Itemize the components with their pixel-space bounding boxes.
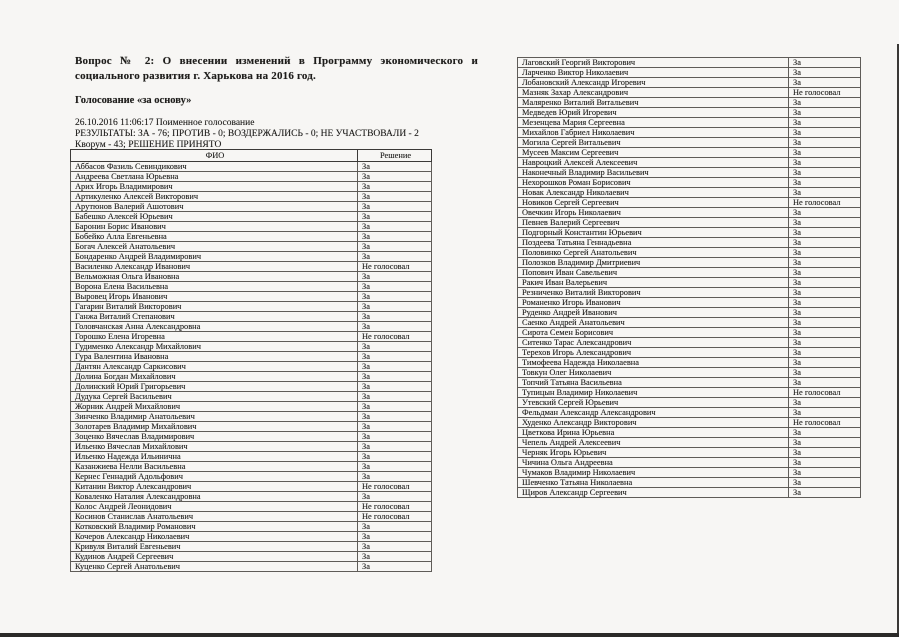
voter-decision: За <box>789 338 861 348</box>
voter-decision: За <box>789 148 861 158</box>
voter-decision: За <box>789 478 861 488</box>
voter-decision: За <box>789 378 861 388</box>
voter-row <box>71 472 432 482</box>
voter-name: Чепель Андрей Алексеевич <box>518 438 789 448</box>
voter-decision: Не голосовал <box>789 388 861 398</box>
voter-row <box>518 118 861 128</box>
voter-row <box>71 502 432 512</box>
voter-row <box>518 108 861 118</box>
voter-decision: За <box>358 492 432 502</box>
voter-decision: За <box>358 442 432 452</box>
voter-name: Терехов Игорь Александрович <box>518 348 789 358</box>
voter-row <box>71 182 432 192</box>
voter-decision: За <box>358 282 432 292</box>
voter-name: Михайлов Габриел Николаевич <box>518 128 789 138</box>
voter-name: Ильенко Надежда Ильинична <box>71 452 358 462</box>
voter-decision: Не голосовал <box>789 88 861 98</box>
voter-name: Колос Андрей Леонидович <box>71 502 358 512</box>
voter-row <box>71 372 432 382</box>
voter-name: Баронин Борис Иванович <box>71 222 358 232</box>
voter-name: Щиров Александр Сергеевич <box>518 488 789 498</box>
voter-name: Худенко Александр Викторович <box>518 418 789 428</box>
voter-name: Кудинов Андрей Сергеевич <box>71 552 358 562</box>
voter-decision: За <box>789 428 861 438</box>
voter-row <box>518 418 861 428</box>
voter-decision: За <box>358 392 432 402</box>
voter-name: Долинский Юрий Григорьевич <box>71 382 358 392</box>
voter-decision: За <box>789 288 861 298</box>
voter-name: Ракич Иван Валерьевич <box>518 278 789 288</box>
voter-name: Мазняк Захар Александрович <box>518 88 789 98</box>
voter-row <box>71 332 432 342</box>
voter-decision: За <box>358 342 432 352</box>
voter-decision: Не голосовал <box>358 262 432 272</box>
voter-row <box>71 302 432 312</box>
voter-row <box>518 178 861 188</box>
voter-row <box>71 442 432 452</box>
voter-decision: За <box>358 552 432 562</box>
voter-name: Маляренко Виталий Витальевич <box>518 98 789 108</box>
voter-decision: За <box>789 78 861 88</box>
voter-decision: За <box>358 532 432 542</box>
voter-decision: За <box>358 232 432 242</box>
voter-decision: За <box>358 202 432 212</box>
voter-decision: За <box>358 452 432 462</box>
voter-decision: За <box>358 272 432 282</box>
quorum-line: Кворум - 43; РЕШЕНИЕ ПРИНЯТО <box>75 139 222 150</box>
voter-name: Кривуля Виталий Евгеньевич <box>71 542 358 552</box>
voter-name: Гура Валентина Ивановна <box>71 352 358 362</box>
session-datetime-line: 26.10.2016 11:06:17 Поименное голосование <box>75 117 255 128</box>
voter-name: Руденко Андрей Иванович <box>518 308 789 318</box>
voter-name: Лаговский Георгий Викторович <box>518 58 789 68</box>
vote-stage-label: Голосование «за основу» <box>75 94 192 106</box>
voter-name: Утевский Сергей Юрьевич <box>518 398 789 408</box>
voter-name: Артикуленко Алексей Викторович <box>71 192 358 202</box>
voter-name: Дантян Александр Саркисович <box>71 362 358 372</box>
voter-row <box>518 218 861 228</box>
voter-name: Резниченко Виталий Викторович <box>518 288 789 298</box>
voter-name: Арих Игорь Владимирович <box>71 182 358 192</box>
voter-row <box>71 172 432 182</box>
voter-row <box>518 68 861 78</box>
voter-decision: За <box>789 398 861 408</box>
voter-name: Половинко Сергей Анатольевич <box>518 248 789 258</box>
voter-name: Товкун Олег Николаевич <box>518 368 789 378</box>
voter-name: Гагарин Виталий Викторович <box>71 302 358 312</box>
voter-name: Котковский Владимир Романович <box>71 522 358 532</box>
voter-row <box>518 298 861 308</box>
voter-name: Косинов Станислав Анатольевич <box>71 512 358 522</box>
voter-decision: За <box>789 458 861 468</box>
voter-name: Головчанская Анна Александровна <box>71 322 358 332</box>
voter-name: Бобейко Алла Евгеньевна <box>71 232 358 242</box>
voter-row <box>518 248 861 258</box>
voter-decision: За <box>789 468 861 478</box>
voter-name: Певнев Валерий Сергеевич <box>518 218 789 228</box>
voter-row <box>518 58 861 68</box>
voter-row <box>71 392 432 402</box>
voter-row <box>518 268 861 278</box>
voter-row <box>518 378 861 388</box>
column-header-name: ФИО <box>71 150 358 162</box>
voter-decision: За <box>789 268 861 278</box>
voter-decision: За <box>789 238 861 248</box>
voter-name: Сирота Семен Борисович <box>518 328 789 338</box>
voter-decision: За <box>789 308 861 318</box>
voter-row <box>71 352 432 362</box>
voter-name: Новак Александр Николаевич <box>518 188 789 198</box>
voter-row <box>518 308 861 318</box>
voter-decision: За <box>789 358 861 368</box>
voter-name: Поздеева Татьяна Геннадьевна <box>518 238 789 248</box>
voter-decision: За <box>358 562 432 572</box>
voter-name: Дудука Сергей Васильевич <box>71 392 358 402</box>
voter-decision: За <box>789 158 861 168</box>
voter-name: Новиков Сергей Сергеевич <box>518 198 789 208</box>
voter-row <box>518 318 861 328</box>
voter-row <box>518 158 861 168</box>
voter-decision: За <box>789 488 861 498</box>
voter-row <box>71 212 432 222</box>
voter-row <box>71 232 432 242</box>
voter-name: Саенко Андрей Анатольевич <box>518 318 789 328</box>
voter-decision: За <box>789 108 861 118</box>
voter-row <box>71 252 432 262</box>
voter-decision: За <box>358 312 432 322</box>
voter-row <box>71 462 432 472</box>
question-title: Вопрос № 2: О внесении изменений в Программу экономического и социального развития г. Харькова на 2016 год. <box>75 55 478 82</box>
voter-decision: За <box>789 168 861 178</box>
voter-decision: За <box>358 182 432 192</box>
voter-decision: Не голосовал <box>358 512 432 522</box>
voter-decision: За <box>789 218 861 228</box>
voter-name: Кернес Геннадий Адольфович <box>71 472 358 482</box>
voter-decision: За <box>358 172 432 182</box>
voter-row <box>71 202 432 212</box>
voter-name: Цветкова Ирина Юрьевна <box>518 428 789 438</box>
voter-decision: За <box>358 542 432 552</box>
voter-name: Мусеев Максим Сергеевич <box>518 148 789 158</box>
voter-decision: За <box>358 462 432 472</box>
voter-row <box>71 192 432 202</box>
voter-row <box>71 482 432 492</box>
voter-name: Ситенко Тарас Александрович <box>518 338 789 348</box>
voter-row <box>518 328 861 338</box>
voter-decision: За <box>789 68 861 78</box>
voter-name: Нехорошков Роман Борисович <box>518 178 789 188</box>
voter-decision: За <box>789 248 861 258</box>
voter-name: Аббасов Фазиль Севиндикович <box>71 162 358 172</box>
voter-name: Андреева Светлана Юрьевна <box>71 172 358 182</box>
voter-name: Медведев Юрий Игоревич <box>518 108 789 118</box>
voter-row <box>518 408 861 418</box>
voter-row <box>518 228 861 238</box>
voter-decision: За <box>789 328 861 338</box>
voter-decision: За <box>358 382 432 392</box>
voter-decision: Не голосовал <box>789 198 861 208</box>
voter-row <box>71 222 432 232</box>
voter-decision: За <box>789 298 861 308</box>
voter-name: Выровец Игорь Иванович <box>71 292 358 302</box>
voter-row <box>71 162 432 172</box>
voter-decision: За <box>789 208 861 218</box>
voter-name: Жорник Андрей Михайлович <box>71 402 358 412</box>
voter-name: Полозков Владимир Дмитриевич <box>518 258 789 268</box>
voter-decision: За <box>789 228 861 238</box>
vote-meta-block <box>75 118 478 151</box>
voter-row <box>71 342 432 352</box>
voters-table-left <box>70 149 432 572</box>
voter-row <box>71 552 432 562</box>
voter-row <box>518 468 861 478</box>
voter-row <box>518 358 861 368</box>
voter-row <box>518 198 861 208</box>
voter-row <box>518 338 861 348</box>
voter-decision: За <box>358 192 432 202</box>
voter-name: Китанин Виктор Александрович <box>71 482 358 492</box>
voter-decision: За <box>358 322 432 332</box>
voter-decision: За <box>789 98 861 108</box>
voter-row <box>71 362 432 372</box>
voter-decision: За <box>789 438 861 448</box>
voter-row <box>71 452 432 462</box>
voter-decision: За <box>358 302 432 312</box>
voter-row <box>71 542 432 552</box>
voter-name: Шевченко Татьяна Николаевна <box>518 478 789 488</box>
voter-decision: За <box>789 408 861 418</box>
voter-name: Попович Иван Савельевич <box>518 268 789 278</box>
voter-row <box>71 382 432 392</box>
voter-row <box>518 388 861 398</box>
voter-name: Василенко Александр Иванович <box>71 262 358 272</box>
voter-row <box>518 238 861 248</box>
voter-name: Лобановский Александр Игоревич <box>518 78 789 88</box>
voter-decision: За <box>789 278 861 288</box>
voter-name: Чумаков Владимир Николаевич <box>518 468 789 478</box>
voter-decision: За <box>789 138 861 148</box>
voter-name: Ганжа Виталий Степанович <box>71 312 358 322</box>
voter-decision: За <box>358 162 432 172</box>
voter-row <box>518 258 861 268</box>
voter-decision: За <box>358 252 432 262</box>
voter-name: Чичина Ольга Андреевна <box>518 458 789 468</box>
voter-row <box>518 138 861 148</box>
voter-row <box>71 512 432 522</box>
voter-row <box>71 562 432 572</box>
voter-decision: За <box>789 368 861 378</box>
voter-row <box>518 478 861 488</box>
voter-decision: За <box>358 362 432 372</box>
voter-name: Зинченко Владимир Анатольевич <box>71 412 358 422</box>
voter-name: Куценко Сергей Анатольевич <box>71 562 358 572</box>
voter-decision: За <box>358 372 432 382</box>
voter-decision: За <box>789 188 861 198</box>
voter-decision: За <box>358 472 432 482</box>
voter-name: Зоценко Вячеслав Владимирович <box>71 432 358 442</box>
voter-name: Черняк Игорь Юрьевич <box>518 448 789 458</box>
voters-table-right <box>517 57 861 498</box>
voter-row <box>518 188 861 198</box>
voter-decision: За <box>358 352 432 362</box>
voter-decision: За <box>358 522 432 532</box>
voter-row <box>518 288 861 298</box>
voter-decision: Не голосовал <box>358 502 432 512</box>
voter-row <box>71 532 432 542</box>
voter-row <box>518 348 861 358</box>
voter-decision: За <box>358 292 432 302</box>
voter-name: Топчий Татьяна Васильевна <box>518 378 789 388</box>
voter-row <box>518 448 861 458</box>
voter-decision: За <box>789 58 861 68</box>
voter-row <box>518 98 861 108</box>
voter-row <box>71 492 432 502</box>
voter-row <box>71 272 432 282</box>
voter-row <box>71 432 432 442</box>
voter-name: Бабешко Алексей Юрьевич <box>71 212 358 222</box>
voter-row <box>71 292 432 302</box>
voter-row <box>71 282 432 292</box>
voter-decision: За <box>358 242 432 252</box>
voter-decision: За <box>789 118 861 128</box>
voter-decision: За <box>358 222 432 232</box>
results-line: РЕЗУЛЬТАТЫ: ЗА - 76; ПРОТИВ - 0; ВОЗДЕРЖАЛИСЬ - 0; НЕ УЧАСТВОВАЛИ - 2 <box>75 128 419 139</box>
voter-row <box>71 412 432 422</box>
voter-row <box>71 262 432 272</box>
voter-row <box>518 488 861 498</box>
voter-decision: За <box>358 432 432 442</box>
voter-name: Ларченко Виктор Николаевич <box>518 68 789 78</box>
voter-row <box>518 208 861 218</box>
voter-name: Романенко Игорь Иванович <box>518 298 789 308</box>
voter-decision: За <box>789 258 861 268</box>
voter-decision: За <box>358 402 432 412</box>
voter-name: Казанжиева Нелли Васильевна <box>71 462 358 472</box>
voter-row <box>71 422 432 432</box>
voter-name: Арутюнов Валерий Ашотович <box>71 202 358 212</box>
voter-decision: За <box>358 412 432 422</box>
voter-row <box>518 458 861 468</box>
voter-name: Бондаренко Андрей Владимирович <box>71 252 358 262</box>
voter-name: Долина Богдан Михайлович <box>71 372 358 382</box>
voter-row <box>518 78 861 88</box>
voter-name: Тупицын Владимир Николаевич <box>518 388 789 398</box>
voter-name: Золотарев Владимир Михайлович <box>71 422 358 432</box>
table-header-row <box>71 150 432 162</box>
voter-decision: За <box>789 178 861 188</box>
voter-name: Вельможная Ольга Ивановна <box>71 272 358 282</box>
voter-name: Тимофеева Надежда Николаевна <box>518 358 789 368</box>
voter-row <box>518 428 861 438</box>
voter-decision: За <box>358 212 432 222</box>
voter-row <box>518 168 861 178</box>
scan-edge-artifact-bottom <box>0 633 899 637</box>
voter-row <box>518 128 861 138</box>
voter-name: Овечкин Игорь Николаевич <box>518 208 789 218</box>
voter-name: Ворона Елена Васильевна <box>71 282 358 292</box>
voter-decision: За <box>789 128 861 138</box>
voter-name: Могила Сергей Витальевич <box>518 138 789 148</box>
voter-name: Мезенцева Мария Сергеевна <box>518 118 789 128</box>
voter-name: Навроцкий Алексей Алексеевич <box>518 158 789 168</box>
voter-row <box>518 438 861 448</box>
voter-row <box>71 522 432 532</box>
voter-row <box>518 88 861 98</box>
voter-name: Ильенко Вячеслав Михайлович <box>71 442 358 452</box>
voter-name: Кочеров Александр Николаевич <box>71 532 358 542</box>
voter-decision: За <box>789 448 861 458</box>
protocol-header <box>75 54 478 151</box>
voter-name: Наконечный Владимир Васильевич <box>518 168 789 178</box>
voter-decision: За <box>789 318 861 328</box>
voter-name: Гудименко Александр Михайлович <box>71 342 358 352</box>
voter-row <box>518 278 861 288</box>
voter-row <box>71 312 432 322</box>
column-header-decision: Решение <box>358 150 432 162</box>
voter-row <box>518 368 861 378</box>
voter-decision: За <box>358 422 432 432</box>
voter-row <box>518 148 861 158</box>
voter-decision: Не голосовал <box>358 482 432 492</box>
voter-name: Горошко Елена Игоревна <box>71 332 358 342</box>
voter-name: Коваленко Наталия Александровна <box>71 492 358 502</box>
voter-row <box>518 398 861 408</box>
voter-name: Подгорный Константин Юрьевич <box>518 228 789 238</box>
voter-name: Фельдман Александр Александрович <box>518 408 789 418</box>
voter-name: Богач Алексей Анатольевич <box>71 242 358 252</box>
voter-decision: Не голосовал <box>358 332 432 342</box>
voter-row <box>71 322 432 332</box>
voter-row <box>71 242 432 252</box>
voter-row <box>71 402 432 412</box>
voter-decision: За <box>789 348 861 358</box>
voter-decision: Не голосовал <box>789 418 861 428</box>
